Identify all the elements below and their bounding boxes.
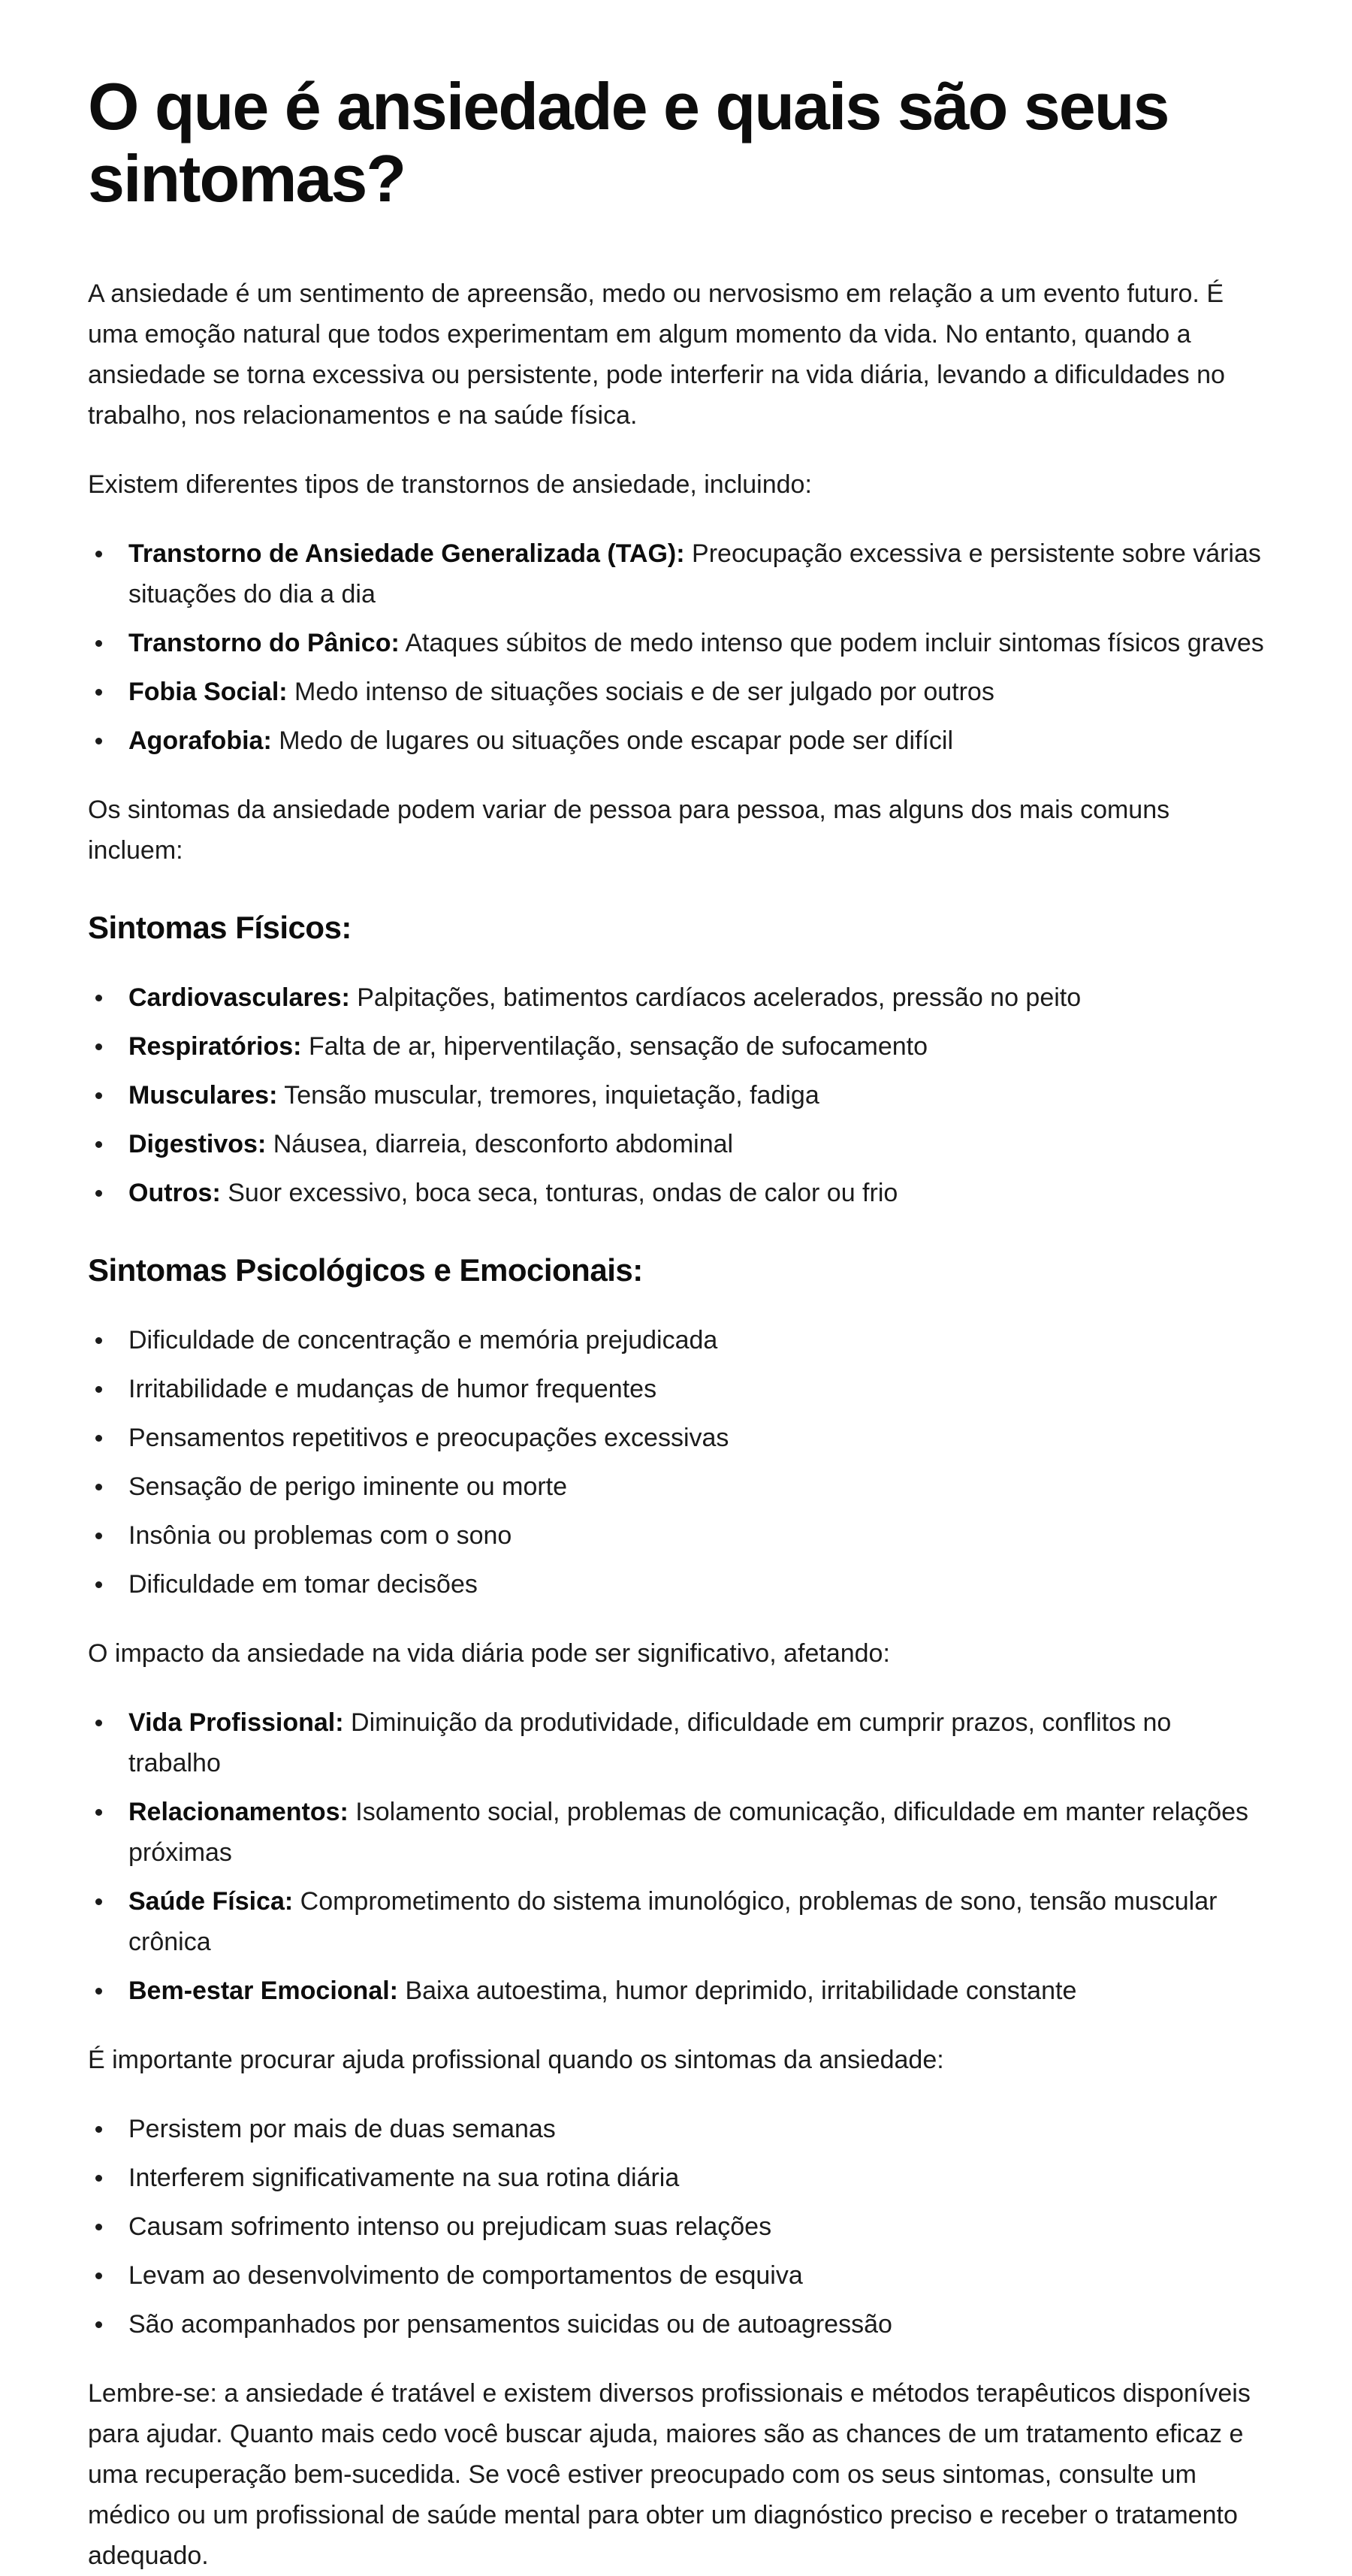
list-item: [88, 1369, 1264, 1409]
item-term: Vida Profissional:: [128, 1708, 344, 1737]
item-term: Relacionamentos:: [128, 1798, 349, 1826]
item-term: Saúde Física:: [128, 1887, 294, 1916]
bullet-icon: [95, 995, 102, 1001]
list-item: [88, 1075, 1264, 1116]
bullet-icon: [95, 2175, 102, 2182]
item-desc: Ataques súbitos de medo intenso que podem incluir sintomas físicos graves: [399, 629, 1264, 657]
list-item: [88, 1173, 1264, 1213]
item-term: Transtorno de Ansiedade Generalizada (TAG):: [128, 539, 685, 568]
list-item: [88, 1124, 1264, 1164]
list-item: [88, 1515, 1264, 1556]
list-item: [88, 1792, 1264, 1873]
item-desc: Diminuição da produtividade, dificuldade em cumprir prazos, conflitos no trabalho: [128, 1708, 1172, 1777]
item-text: Sensação de perigo iminente ou morte: [128, 1472, 568, 1501]
impact-intro: O impacto da ansiedade na vida diária pode ser significativo, afetando:: [88, 1639, 890, 1668]
bullet-icon: [95, 1190, 102, 1197]
item-desc: Comprometimento do sistema imunológico, problemas de sono, tensão muscular crônica: [128, 1887, 1218, 1956]
item-term: Musculares:: [128, 1081, 278, 1110]
list-item: [88, 720, 1264, 761]
item-text: São acompanhados por pensamentos suicidas ou de autoagressão: [128, 2310, 892, 2339]
item-desc: Medo de lugares ou situações onde escapar pode ser difícil: [271, 726, 954, 755]
bullet-icon: [95, 689, 102, 696]
list-item: [88, 1026, 1264, 1067]
item-text: Irritabilidade e mudanças de humor frequentes: [128, 1375, 657, 1403]
item-desc: Náusea, diarreia, desconforto abdominal: [266, 1130, 734, 1158]
list-item: [88, 533, 1264, 615]
impact-list: [88, 1702, 1264, 2011]
item-text: Pensamentos repetitivos e preocupações excessivas: [128, 1424, 729, 1452]
bullet-icon: [95, 1386, 102, 1393]
intro-paragraph: A ansiedade é um sentimento de apreensão, medo ou nervosismo em relação a um evento futuro. É uma emoção natural que todos experimentam em algum momento da vida. No entanto, quando a ansiedade se torna excessiva ou persistente, pode interferir na vida diária, levando a dificuldades no trabalho, nos relacionamentos e na saúde física.: [88, 279, 1225, 430]
bullet-icon: [95, 640, 102, 647]
item-term: Agorafobia:: [128, 726, 272, 755]
physical-symptoms-list: [88, 977, 1264, 1213]
item-term: Bem-estar Emocional:: [128, 1977, 398, 2005]
item-text: Dificuldade em tomar decisões: [128, 1570, 478, 1599]
list-item: [88, 1881, 1264, 1962]
anxiety-types-list: [88, 533, 1264, 761]
item-text: Interferem significativamente na sua rotina diária: [128, 2164, 680, 2192]
item-desc: Tensão muscular, tremores, inquietação, fadiga: [277, 1081, 819, 1110]
bullet-icon: [95, 2126, 102, 2133]
bullet-icon: [95, 1435, 102, 1442]
item-text: Dificuldade de concentração e memória prejudicada: [128, 1326, 718, 1354]
closing-paragraph: Lembre-se: a ansiedade é tratável e existem diversos profissionais e métodos terapêuticos disponíveis para ajudar. Quanto mais cedo você buscar ajuda, maiores são as chances de um tratamento eficaz e uma recuperação bem-sucedida. Se você estiver preocupado com os seus sintomas, consulte um médico ou um profissional de saúde mental para obter um diagnóstico preciso e receber o tratamento adequado.: [88, 2379, 1251, 2570]
item-term: Outros:: [128, 1179, 221, 1207]
bullet-icon: [95, 1484, 102, 1490]
bullet-icon: [95, 2321, 102, 2328]
page-title: O que é ansiedade e quais são seus sintomas?: [88, 69, 1169, 216]
item-text: Causam sofrimento intenso ou prejudicam suas relações: [128, 2212, 772, 2241]
bullet-icon: [95, 1043, 102, 1050]
list-item: [88, 977, 1264, 1018]
list-item: [88, 2109, 1264, 2149]
bullet-icon: [95, 551, 102, 557]
item-desc: Baixa autoestima, humor deprimido, irritabilidade constante: [398, 1977, 1077, 2005]
item-term: Fobia Social:: [128, 678, 288, 706]
bullet-icon: [95, 1337, 102, 1344]
physical-symptoms-heading: Sintomas Físicos:: [88, 910, 352, 945]
seek-help-list: [88, 2109, 1264, 2345]
bullet-icon: [95, 1533, 102, 1539]
list-item: [88, 672, 1264, 712]
bullet-icon: [95, 738, 102, 744]
list-item: [88, 623, 1264, 663]
bullet-icon: [95, 2224, 102, 2230]
list-item: [88, 1702, 1264, 1783]
item-term: Digestivos:: [128, 1130, 267, 1158]
item-text: Persistem por mais de duas semanas: [128, 2115, 556, 2143]
item-term: Transtorno do Pânico:: [128, 629, 400, 657]
list-item: [88, 1418, 1264, 1458]
psychological-symptoms-heading: Sintomas Psicológicos e Emocionais:: [88, 1252, 643, 1288]
bullet-icon: [95, 1581, 102, 1588]
list-item: [88, 2206, 1264, 2247]
item-text: Insônia ou problemas com o sono: [128, 1521, 512, 1550]
symptoms-intro: Os sintomas da ansiedade podem variar de pessoa para pessoa, mas alguns dos mais comuns incluem:: [88, 796, 1170, 865]
bullet-icon: [95, 2272, 102, 2279]
item-term: Cardiovasculares:: [128, 983, 350, 1012]
item-desc: Palpitações, batimentos cardíacos acelerados, pressão no peito: [349, 983, 1082, 1012]
bullet-icon: [95, 1809, 102, 1816]
list-item: [88, 2158, 1264, 2198]
bullet-icon: [95, 1898, 102, 1905]
types-intro: Existem diferentes tipos de transtornos de ansiedade, incluindo:: [88, 470, 812, 499]
psychological-symptoms-list: [88, 1320, 1264, 1605]
list-item: [88, 1564, 1264, 1605]
list-item: [88, 1320, 1264, 1360]
bullet-icon: [95, 1141, 102, 1148]
item-desc: Medo intenso de situações sociais e de ser julgado por outros: [287, 678, 994, 706]
list-item: [88, 1971, 1264, 2011]
item-desc: Preocupação excessiva e persistente sobre várias situações do dia a dia: [128, 539, 1261, 609]
item-desc: Falta de ar, hiperventilação, sensação de sufocamento: [301, 1032, 928, 1061]
list-item: [88, 1466, 1264, 1507]
item-term: Respiratórios:: [128, 1032, 302, 1061]
bullet-icon: [95, 1720, 102, 1726]
list-item: [88, 2255, 1264, 2296]
item-desc: Suor excessivo, boca seca, tonturas, ondas de calor ou frio: [220, 1179, 898, 1207]
bullet-icon: [95, 1092, 102, 1099]
bullet-icon: [95, 1988, 102, 1995]
list-item: [88, 2304, 1264, 2345]
item-text: Levam ao desenvolvimento de comportamentos de esquiva: [128, 2261, 803, 2290]
item-desc: Isolamento social, problemas de comunicação, dificuldade em manter relações próximas: [128, 1798, 1249, 1867]
help-intro: É importante procurar ajuda profissional quando os sintomas da ansiedade:: [88, 2046, 944, 2074]
